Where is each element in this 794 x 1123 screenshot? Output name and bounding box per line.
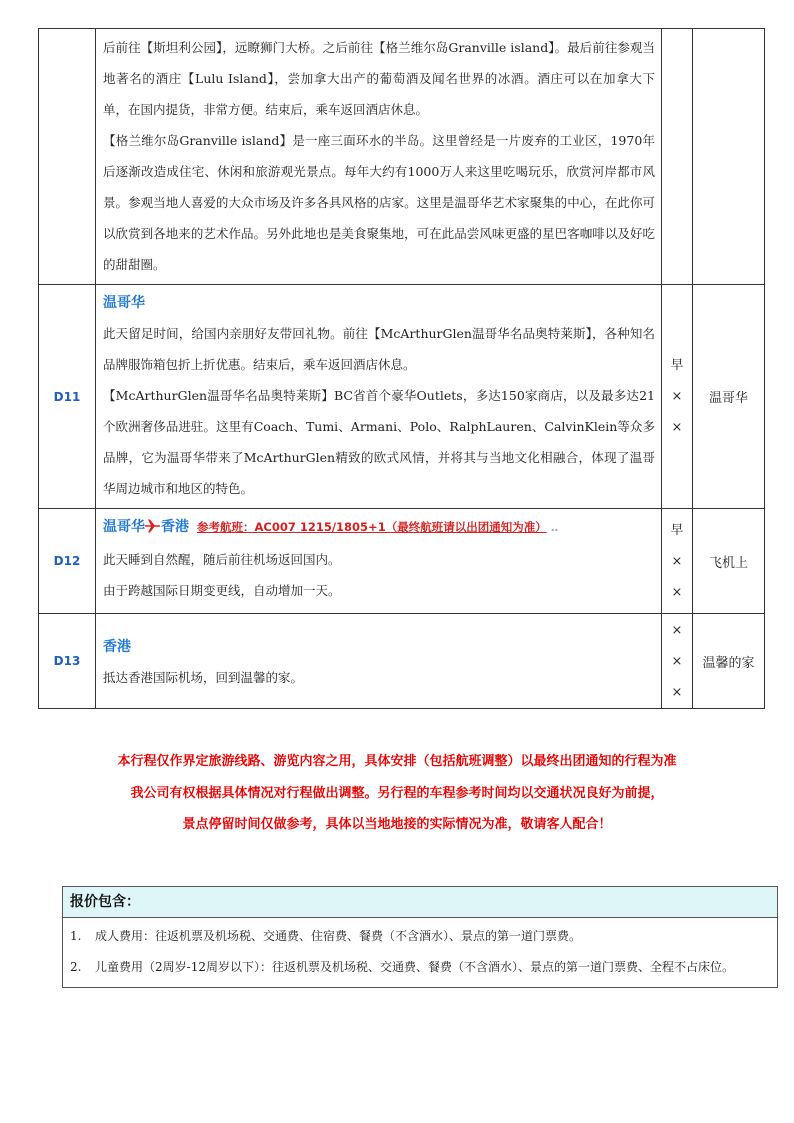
meals-cell — [662, 509, 693, 614]
itinerary-table — [38, 28, 765, 709]
hotel-cell: 温哥华 — [693, 285, 765, 509]
meal-breakfast: × — [671, 622, 683, 638]
itinerary-row-d10-continued — [39, 29, 765, 285]
meals-cell — [662, 285, 693, 509]
notice-line-2: 我公司有权根据具体情况对行程做出调整。另行程的车程参考时间均以交通状况良好为前提， — [130, 786, 664, 801]
meals-cell — [662, 614, 693, 709]
hotel-cell: 温馨的家 — [693, 614, 765, 709]
flight-info: 参考航班：AC007 1215/1805+1（最终航班请以出团通知为准） — [197, 520, 547, 534]
day-paragraph: 【格兰维尔岛Granville island】是一座三面环水的半岛。这里曾经是一片废弃的工业区，1970年后逐渐改造成住宅、休闲和旅游观光景点。每年大约有1000万人来这里吃喝玩乐，欣赏河岸都市风景。参观当地人喜爱的大众市场及许多各具风格的店家。这里是温哥华艺术家聚集的中心，在此你可以欣赏到各地来的艺术作品。另外此地也是美食聚集地，可在此品尝风味更盛的星巴客咖啡以及好吃的甜甜圈。 — [103, 133, 655, 272]
airplane-icon — [145, 514, 161, 528]
day-content — [96, 614, 662, 709]
day-paragraph: 由于跨越国际日期变更线，自动增加一天。 — [103, 583, 341, 598]
meal-breakfast: 早 — [670, 358, 684, 373]
day-title: 温哥华 — [103, 295, 145, 311]
meal-dinner: × — [671, 584, 683, 600]
day-label: D12 — [39, 509, 96, 614]
day-cell-empty — [39, 29, 96, 285]
meals-cell — [662, 29, 693, 285]
meal-dinner: × — [671, 684, 683, 700]
price-item-text: 成人费用：往返机票及机场税、交通费、住宿费、餐费（不含酒水）、景点的第一道门票费。 — [95, 929, 582, 943]
meal-lunch: × — [671, 389, 683, 404]
meal-dinner: × — [671, 420, 683, 435]
day-content — [96, 29, 662, 285]
route-from: 温哥华 — [103, 519, 145, 535]
price-item — [63, 921, 777, 952]
day-content — [96, 285, 662, 509]
meal-breakfast: 早 — [670, 522, 684, 538]
day-paragraph: 抵达香港国际机场，回到温馨的家。 — [103, 670, 304, 685]
route-to: 香港 — [161, 519, 189, 535]
day-paragraph: 【McArthurGlen温哥华名品奥特莱斯】BC省首个豪华Outlets，多达150家商店，以及最多达21个欧洲奢侈品进驻。这里有Coach、Tumi、Armani、Polo、RalphLauren、CalvinKlein等众多品牌，它为温哥华带来了McArthurGlen精致的欧式风情，并将其与当地文化相融合，体现了温哥华周边城市和地区的特色。 — [103, 388, 655, 496]
itinerary-row-d13 — [39, 614, 765, 709]
hotel-cell — [693, 29, 765, 285]
day-paragraph: 后前往【斯坦利公园】，远瞭狮门大桥。之后前往【格兰维尔岛Granville island】。最后前往参观当地著名的酒庄【Lulu Island】，尝加拿大出产的葡萄酒及闻名世界的冰酒。酒庄可以在加拿大下单，在国内提货，非常方便。结束后，乘车返回酒店休息。 — [103, 40, 655, 117]
price-includes-title: 报价包含： — [63, 887, 777, 918]
price-includes-box — [62, 886, 778, 988]
itinerary-row-d12 — [39, 509, 765, 614]
day-title: 香港 — [103, 639, 131, 655]
day-label: D11 — [39, 285, 96, 509]
price-item-number: 2. — [70, 960, 82, 974]
day-label: D13 — [39, 614, 96, 709]
price-item-number: 1. — [70, 929, 82, 943]
meal-lunch: × — [671, 553, 683, 569]
price-item — [63, 952, 777, 983]
day-content — [96, 509, 662, 614]
day-paragraph: 此天睡到自然醒，随后前往机场返回国内。 — [103, 552, 341, 567]
notice-line-3: 景点停留时间仅做参考，具体以当地地接的实际情况为准，敬请客人配合！ — [182, 817, 612, 832]
hotel-cell: 飞机上 — [693, 509, 765, 614]
day-title — [103, 512, 655, 544]
day-paragraph: 此天留足时间，给国内亲朋好友带回礼物。前往【McArthurGlen温哥华名品奥特莱斯】，各种知名品牌服饰箱包折上折优惠。结束后，乘车返回酒店休息。 — [103, 326, 655, 372]
itinerary-row-d11 — [39, 285, 765, 509]
meal-lunch: × — [671, 653, 683, 669]
flight-dots: .. — [550, 523, 559, 534]
notice-line-1: 本行程仅作界定旅游线路、游览内容之用，具体安排（包括航班调整）以最终出团通知的行程为准 — [117, 754, 677, 769]
price-item-text: 儿童费用（2周岁-12周岁以下）：往返机票及机场税、交通费、餐费（不含酒水）、景点的第一道门票费、全程不占床位。 — [95, 960, 734, 974]
